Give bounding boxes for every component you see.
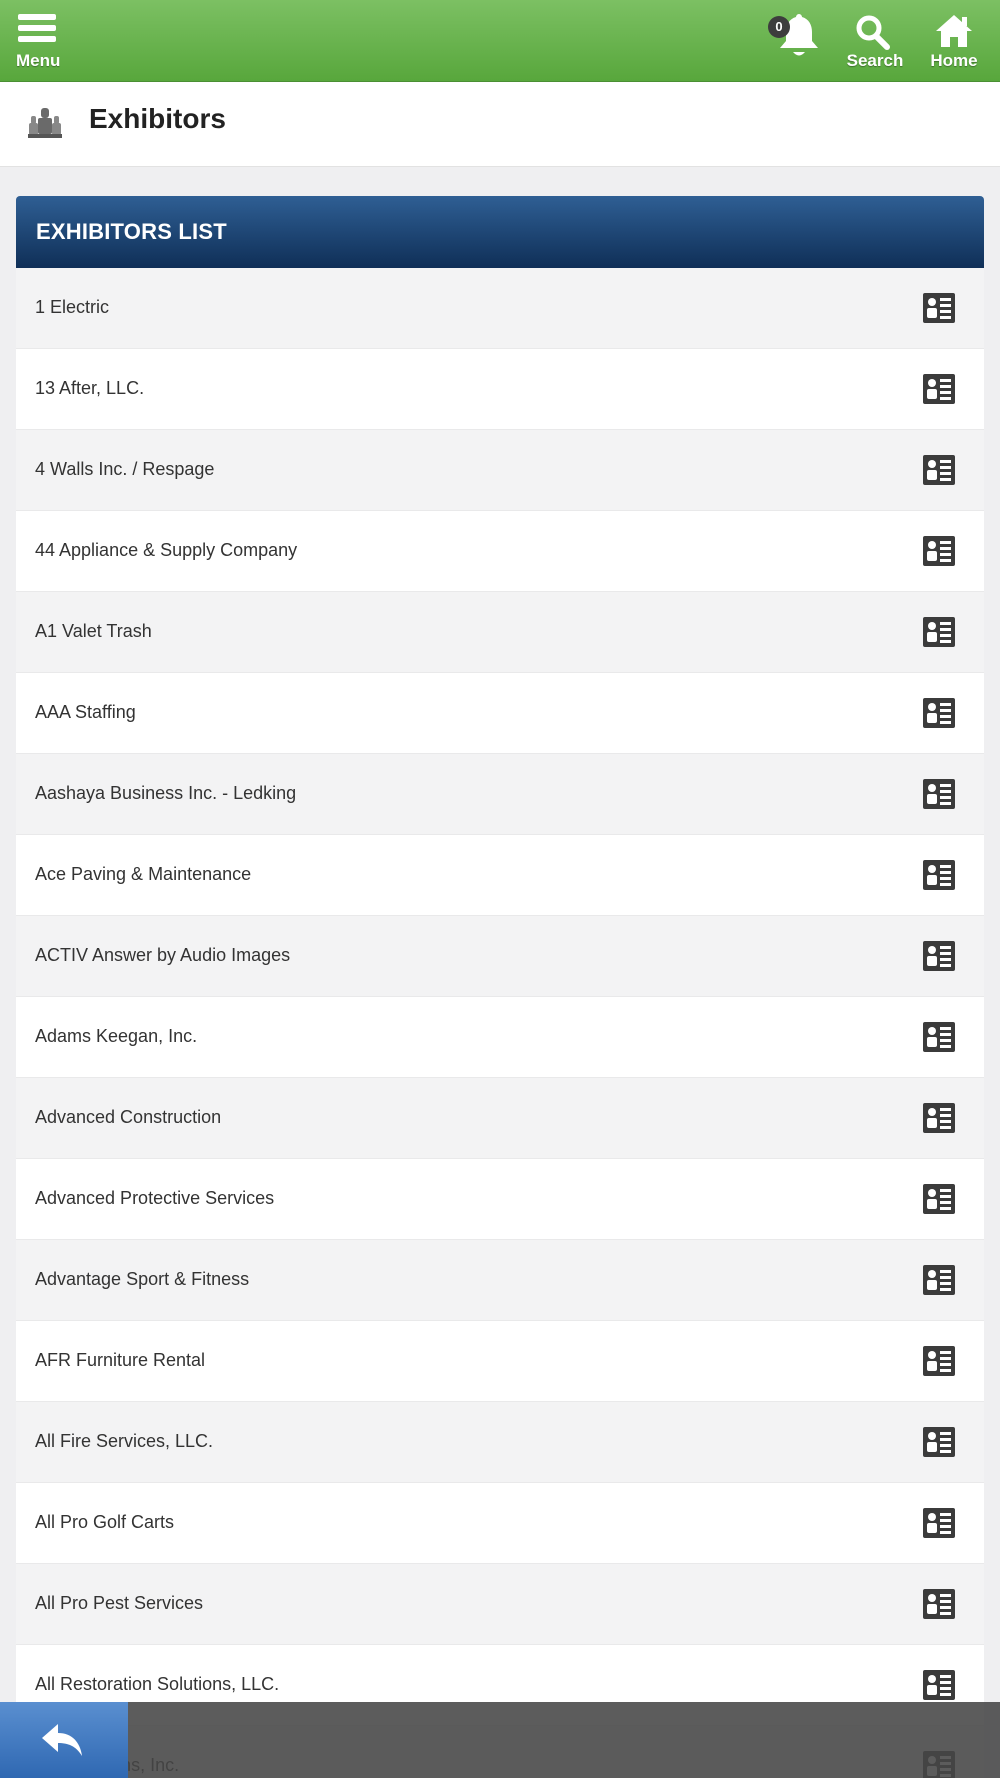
list-item[interactable]	[16, 1159, 984, 1240]
list-item[interactable]	[16, 1078, 984, 1159]
list-item[interactable]	[16, 592, 984, 673]
bottom-bar	[0, 1702, 1000, 1778]
contact-card-icon[interactable]	[922, 1588, 956, 1620]
list-item[interactable]	[16, 430, 984, 511]
search-label: Search	[846, 51, 904, 70]
contact-card-icon[interactable]	[922, 1669, 956, 1701]
exhibitor-name: Aashaya Business Inc. - Ledking	[35, 783, 297, 803]
home-label: Home	[930, 51, 978, 70]
search-button[interactable]	[840, 0, 910, 81]
contact-card-icon[interactable]	[922, 1021, 956, 1053]
exhibitor-name: 13 After, LLC.	[35, 378, 145, 398]
exhibitors-icon	[28, 106, 62, 140]
menu-label: Menu	[16, 51, 61, 70]
page-header	[0, 82, 1000, 167]
contact-card-icon[interactable]	[922, 535, 956, 567]
contact-card-icon[interactable]	[922, 778, 956, 810]
notifications-button[interactable]	[768, 0, 828, 81]
list-rows	[16, 268, 984, 1778]
exhibitor-name: AFR Furniture Rental	[35, 1350, 206, 1370]
exhibitor-name: All Pro Golf Carts	[35, 1512, 175, 1532]
exhibitors-list	[16, 196, 984, 1778]
home-icon	[934, 13, 974, 49]
page-title: Exhibitors	[89, 103, 226, 134]
contact-card-icon[interactable]	[922, 1183, 956, 1215]
contact-card-icon[interactable]	[922, 1264, 956, 1296]
exhibitor-name: 44 Appliance & Supply Company	[35, 540, 298, 560]
list-item[interactable]	[16, 754, 984, 835]
list-item[interactable]	[16, 268, 984, 349]
contact-card-icon[interactable]	[922, 292, 956, 324]
list-item[interactable]	[16, 997, 984, 1078]
notification-badge: 0	[768, 16, 790, 38]
back-arrow-icon	[40, 1722, 84, 1758]
list-header	[16, 196, 984, 268]
contact-card-icon[interactable]	[922, 697, 956, 729]
list-item[interactable]	[16, 835, 984, 916]
exhibitor-name: 1 Electric	[35, 297, 110, 317]
exhibitor-name: 4 Walls Inc. / Respage	[35, 459, 215, 479]
exhibitor-name: Ace Paving & Maintenance	[35, 864, 252, 884]
contact-card-icon[interactable]	[922, 940, 956, 972]
contact-card-icon[interactable]	[922, 616, 956, 648]
list-item[interactable]	[16, 1321, 984, 1402]
list-item[interactable]	[16, 511, 984, 592]
list-item[interactable]	[16, 1483, 984, 1564]
exhibitor-name: A1 Valet Trash	[35, 621, 152, 641]
list-item[interactable]	[16, 1564, 984, 1645]
exhibitor-name: Advanced Protective Services	[35, 1188, 275, 1208]
exhibitor-name: All Pro Pest Services	[35, 1593, 204, 1613]
home-button[interactable]	[918, 0, 990, 81]
top-bar	[0, 0, 1000, 82]
contact-card-icon[interactable]	[922, 373, 956, 405]
menu-button[interactable]	[10, 0, 70, 81]
exhibitor-name: All Fire Services, LLC.	[35, 1431, 214, 1451]
contact-card-icon[interactable]	[922, 454, 956, 486]
list-item[interactable]	[16, 1240, 984, 1321]
hamburger-icon	[18, 12, 58, 46]
exhibitor-name: Advanced Construction	[35, 1107, 222, 1127]
list-header-label: EXHIBITORS LIST	[36, 219, 227, 244]
list-item[interactable]	[16, 673, 984, 754]
exhibitor-name: ACTIV Answer by Audio Images	[35, 945, 291, 965]
contact-card-icon[interactable]	[922, 1426, 956, 1458]
exhibitor-name: Advantage Sport & Fitness	[35, 1269, 250, 1289]
search-icon	[854, 14, 894, 50]
exhibitor-name: AAA Staffing	[35, 702, 136, 722]
contact-card-icon[interactable]	[922, 1507, 956, 1539]
exhibitor-name: Adams Keegan, Inc.	[35, 1026, 198, 1046]
list-item[interactable]	[16, 349, 984, 430]
exhibitor-name: All Restoration Solutions, LLC.	[35, 1674, 280, 1694]
list-item[interactable]	[16, 1402, 984, 1483]
contact-card-icon[interactable]	[922, 1345, 956, 1377]
list-item[interactable]	[16, 916, 984, 997]
contact-card-icon[interactable]	[922, 859, 956, 891]
back-button[interactable]	[0, 1702, 128, 1778]
contact-card-icon[interactable]	[922, 1102, 956, 1134]
